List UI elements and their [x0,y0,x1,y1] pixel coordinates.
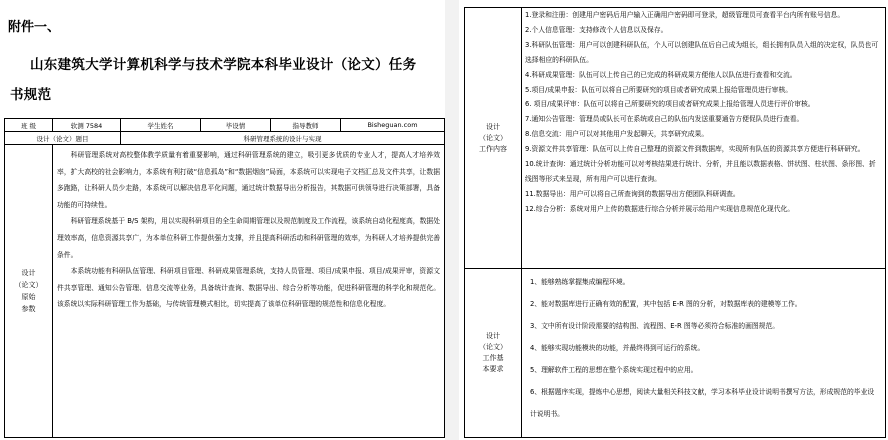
document-title [10,50,430,110]
class-value: 软测 7584 [53,119,121,132]
student-value: 毕设情 [201,119,271,132]
requirement-item: 6、根据题序实现，提炼中心思想，阅读大量相关科技文献，学习本科毕业设计说明书撰写方法，形成规范的毕业设计说明书。 [530,388,875,418]
content-item: 7.通知公告管理：管理员或队长可在系统或自己的队伍内发送重要通告方便促队员进行查看。 [525,115,804,124]
content-item: 5.项目/成果申报：队伍可以将自己所要研究的项目或者研究成果上报给管理员进行审核。 [525,85,793,94]
class-label: 班 级 [5,119,53,132]
content-item: 6. 项目/成果评审：队伍可以将自己所要研究的项目或者研究成果上报给管理人员进行评价审核。 [525,100,815,109]
params-paragraph: 科研管理系统对高校整体教学质量有着重要影响，通过科研管理系统的建立，吸引更多优质的专业人才，提高人才培养效率，扩大高校的社会影响力，本系统有利打破“信息孤岛”和“数据烟囱”局面，本系统可以实现电子文档汇总及文件共享，让数据多跑路，让科研人员少走路，本系统可以解决信息平化问题，通过统计数据导出分析报告，其数据可供领导进行决策部署，具备功能的可持续性。 [57,151,440,209]
requirement-item: 5、理解软件工程的思想在整个系统实现过程中的应用。 [530,366,698,374]
content-item: 3.科研队伍管理：用户可以创建科研队伍，个人可以创建队伍后自己成为组长，组长拥有队员入组的决定权，队员也可选择相应的科研队伍。 [525,40,879,64]
task-table-left [4,118,445,438]
topic-value: 科研管理系统的设计与实现 [121,132,445,145]
requirement-item: 3、文中所有设计阶段需要的结构图、流程图、E-R 图等必须符合标准的画图规范。 [530,322,780,330]
title-line-2: 书规范 [10,87,52,103]
info-row [5,119,445,132]
title-line-1: 山东建筑大学计算机科学与技术学院本科毕业设计（论文）任务 [30,57,417,73]
requirements-list [522,269,886,438]
content-item: 12.综合分析：系统对用户上传的数据进行综合分析并展示给用户实现信息规范化现代化。 [525,204,795,213]
content-item: 1.登录和注册：创建用户密码后用户输入正确用户密码即可登录，超级管理员可查看平台内所有账号信息。 [525,11,845,19]
content-item: 8.信息交流：用户可以对其他用户发起聊天，共享研究成果。 [525,130,709,139]
content-row [465,8,886,269]
topic-row [5,132,445,145]
params-label: 设计 （论文） 原始 参数 [5,145,53,438]
params-row [5,145,445,438]
content-list [522,8,886,269]
content-item: 4.科研成果管理：队伍可以上传自己的已完成的科研成果方便他人以队伍进行查看和交流。 [525,70,797,79]
content-item: 11.数据导出：用户可以将自己所查询到的数据导出方便团队科研调查。 [525,189,740,198]
params-paragraph: 本系统功能有科研队伍管理、科研项目管理、科研成果管理系统，支持人员管理、项目/成果申报、项目/成果评审，资源文件共享管理、通知公告管理、信息交流等业务，具备统计查询、数据导出、综合分析等功能，促进科研管理的科学化和规范化。该系统以实际科研管理工作为基础，与传统管理模式相比，切实提高了该单位科研管理的规范性和信息化程度。 [57,267,440,309]
task-table-right [464,7,886,438]
content-label: 设计 （论文） 工作内容 [465,8,522,269]
requirements-label: 设计 （论文） 工作基 本要求 [465,269,522,438]
topic-label: 设计（论文）题目 [5,132,121,145]
right-page [459,0,888,440]
content-item: 10.统计查询：通过统计分析功能可以对考核结果进行统计、分析，并且能以数据表格、饼状图、柱状图、条形图、折线图等形式来呈现，所有用户可以进行查询。 [525,160,876,183]
student-label: 学生姓名 [121,119,201,132]
advisor-value: Bisheguan.com [341,119,445,132]
advisor-label: 指导教师 [271,119,341,132]
params-paragraph: 科研管理系统基于 B/S 架构，用以实现科研项目的全生命周期管理以及规范制度及工作流程，该系统自动化程度高，数据处理效率高，信息资源共享广，为本单位科研工作提供强力支撑，并且提高科研活动和科研管理的效率，为科研人才培养提供完善条件。 [57,217,440,259]
requirement-item: 1、能够熟练掌握集成编程环境。 [530,278,630,286]
content-item: 2.个人信息管理：支持修改个人信息以及保存。 [525,25,668,34]
appendix-heading: 附件一、 [8,20,61,35]
page-gutter [445,0,459,440]
requirement-item: 4、能够实现功能模块的功能，并最终得到可运行的系统。 [530,344,705,352]
requirement-item: 2、能对数据库进行正确有效的配置，其中包括 E-R 图的分析，对数据库表的建模等工作。 [530,300,802,308]
requirements-row [465,269,886,438]
params-content [53,145,445,438]
content-item: 9.资源文件共享管理：队伍可以上传自己整理的资源文件到数据库，实现所有队伍的资源共享方便进行科研研究。 [525,145,865,154]
